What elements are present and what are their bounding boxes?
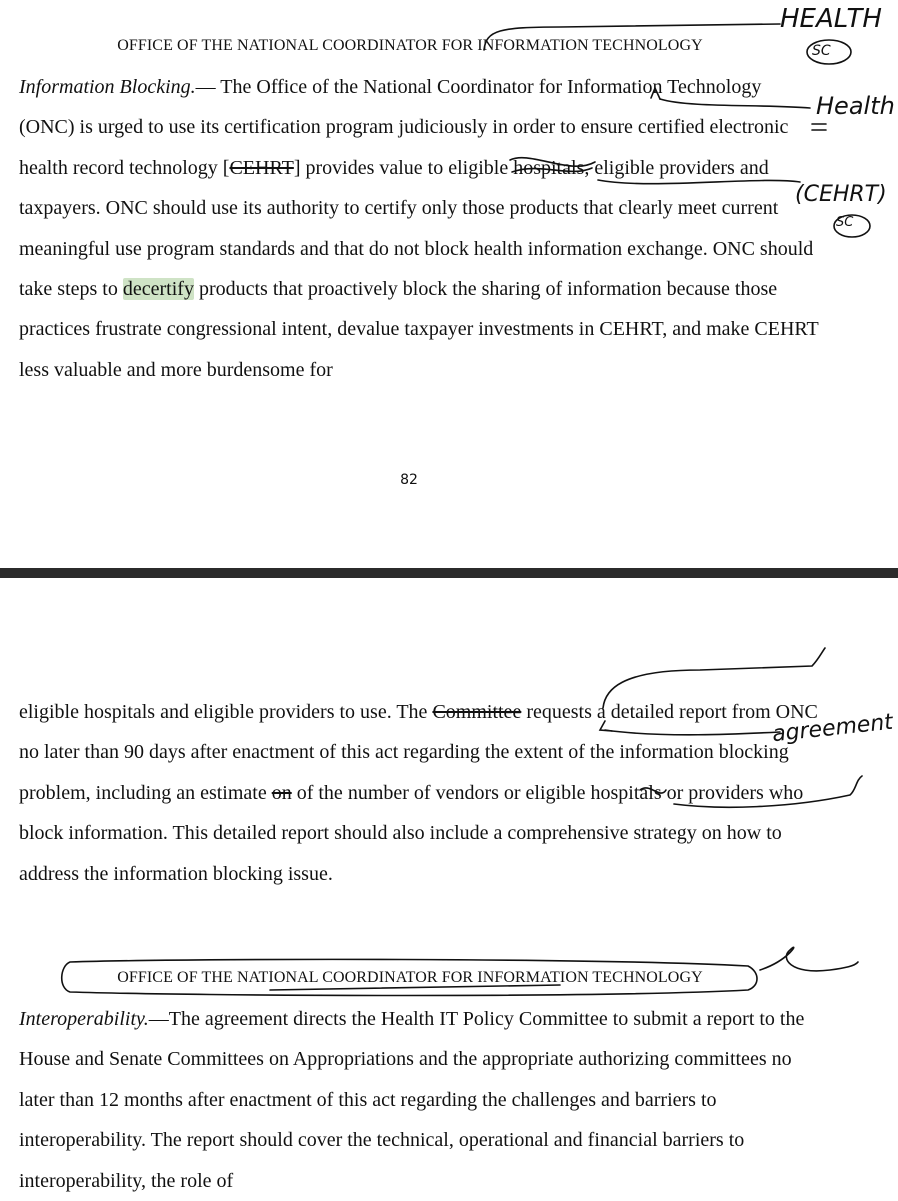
struck-committee: Committee: [432, 701, 522, 723]
paragraph-text: — The Office of the National Coordinator for Information Technology (ONC) is urged to use its certification program judiciously in order to ensure certified electronic health record technology [: [19, 76, 789, 179]
handwritten-agreement: agreement: [771, 709, 895, 748]
struck-on: on: [271, 781, 292, 804]
paragraph-text: products that proactively block the sharing of information because those practices frustrate congressional intent, devalue taxpayer investments in CEHRT, and make CEHRT less valuable and more burdensome for: [19, 278, 819, 381]
handwritten-health: Health: [816, 92, 895, 120]
section-title-interoperability: Interoperability.: [19, 1008, 149, 1030]
paragraph-text: —The agreement directs the Health IT Policy Committee to submit a report to the House and Senate Committees on Appropriations and the appropriate authorizing committees no later than 12 months after enactment of this act regarding the challenges and barriers to interoperability. The report should cover the technical, operational and financial barriers to interoperability, the role of: [19, 1008, 805, 1192]
highlighted-word: decertify: [122, 278, 194, 301]
paragraph-text: requests a detailed report from ONC no later than 90 days after enactment of this act regarding the extent of the information blocking problem, including an estimate: [19, 701, 818, 804]
handwritten-cehrt: (CEHRT): [795, 182, 887, 207]
page2-paragraph-2: [19, 999, 819, 1201]
struck-cehrt: CEHRT: [229, 156, 294, 179]
paragraph-text: ] provides value to eligible hospitals, eligible providers and taxpayers. ONC should use its authority to certify only those products that clearly meet current meaningful use program standards and that do not block health information exchange. ONC should take steps to: [19, 156, 814, 301]
page2-paragraph-1: [19, 692, 819, 894]
handwritten-health-caps: HEALTH: [780, 4, 882, 34]
page1-heading: OFFICE OF THE NATIONAL COORDINATOR FOR INFORMATION TECHNOLOGY: [117, 37, 703, 54]
page1-paragraph: [19, 67, 819, 390]
page2-heading: OFFICE OF THE NATIONAL COORDINATOR FOR INFORMATION TECHNOLOGY: [117, 969, 703, 986]
page-number: 82: [400, 472, 418, 488]
page-divider: [0, 568, 898, 578]
handwritten-sc-1: SC: [812, 43, 831, 59]
paragraph-text: eligible hospitals and eligible providers to use. The: [19, 701, 433, 723]
section-title-information-blocking: Information Blocking.: [19, 76, 196, 98]
paragraph-text: of the number of vendors or eligible hospitals or providers who block information. This detailed report should also include a comprehensive strategy on how to address the information blocking issue.: [19, 781, 804, 885]
handwritten-sc-2: SC: [836, 215, 854, 230]
